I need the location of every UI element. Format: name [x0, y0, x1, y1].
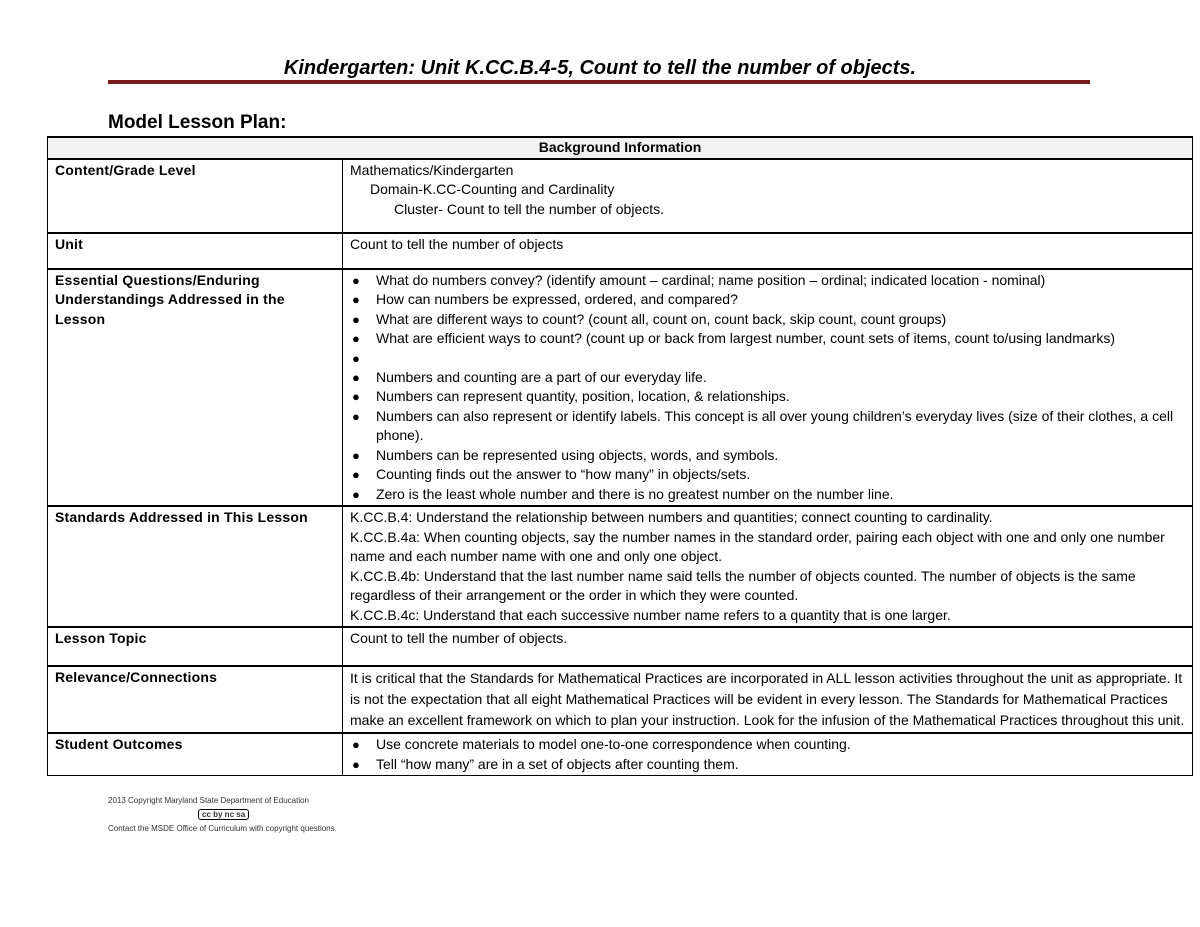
list-item: ● What are different ways to count? (count all, count on, count back, skip count, count groups) — [350, 310, 1185, 330]
row-content — [343, 733, 1193, 776]
list-item: ● Numbers can also represent or identify labels. This concept is all over young children’s everyday lives (size of their clothes, a cell phone). — [350, 407, 1185, 446]
list-item: ● Zero is the least whole number and there is no greatest number on the number line. — [350, 485, 1185, 505]
footer — [108, 796, 1200, 833]
list-item: ● Use concrete materials to model one-to-one correspondence when counting. — [350, 735, 1185, 755]
creative-commons-badge-icon: cc by nc sa — [198, 809, 249, 820]
table-row — [48, 733, 1193, 776]
table-row — [48, 666, 1193, 733]
spacer — [350, 349, 1185, 368]
row-label: Unit — [48, 233, 343, 269]
list-item: ● Counting finds out the answer to “how many” in objects/sets. — [350, 465, 1185, 485]
standard-line: K.CC.B.4a: When counting objects, say the number names in the standard order, pairing each object with one and only one number name and each number name with one and only one object. — [350, 528, 1165, 564]
standard-line: K.CC.B.4: Understand the relationship between numbers and quantities; connect counting to cardinality. — [350, 509, 993, 525]
row-content — [343, 506, 1193, 627]
row-content — [343, 666, 1193, 733]
list-item: ● Numbers can represent quantity, position, location, & relationships. — [350, 387, 1185, 407]
table-row — [48, 269, 1193, 507]
list-item: ● What do numbers convey? (identify amount – cardinal; name position – ordinal; indicated location - nominal) — [350, 271, 1185, 291]
row-label: Lesson Topic — [48, 627, 343, 666]
content-line: Domain-K.CC-Counting and Cardinality — [370, 181, 615, 197]
copyright-text: 2013 Copyright Maryland State Department of Education — [108, 796, 310, 805]
standard-line: K.CC.B.4b: Understand that the last number name said tells the number of objects counted. The number of objects is the same regardless of their arrangement or the order in which they were counted. — [350, 567, 1136, 603]
document-title: Kindergarten: Unit K.CC.B.4-5, Count to tell the number of objects. — [283, 57, 917, 79]
list-item: ● Numbers can be represented using objects, words, and symbols. — [350, 446, 1185, 466]
row-content — [343, 159, 1193, 233]
lesson-plan-table — [47, 136, 1193, 776]
row-content — [343, 269, 1193, 507]
table-row — [48, 627, 1193, 666]
row-label: Content/Grade Level — [48, 159, 343, 233]
row-label: Standards Addressed in This Lesson — [48, 506, 343, 627]
list-item: ● What are efficient ways to count? (count up or back from largest number, count sets of items, count to/using landmarks) — [350, 329, 1185, 349]
row-label: Essential Questions/Enduring Understandings Addressed in the Lesson — [48, 269, 343, 507]
content-line: Cluster- Count to tell the number of objects. — [394, 200, 665, 217]
list-item: ● Numbers and counting are a part of our everyday life. — [350, 368, 1185, 388]
section-heading: Model Lesson Plan: — [108, 112, 287, 133]
row-content: Count to tell the number of objects — [343, 233, 1193, 269]
list-item: ● Tell “how many” are in a set of objects after counting them. — [350, 755, 1185, 775]
title-divider — [108, 80, 1090, 84]
table-row — [48, 233, 1193, 269]
relevance-text: It is critical that the Standards for Mathematical Practices are incorporated in ALL lesson activities throughout the unit as appropriate. It is not the expectation that all eight Mathematical Practices will be evident in every lesson. The Standards for Mathematical Practices make an excellent framework on which to plan your instruction. Look for the infusion of the Mathematical Practices throughout this unit. — [350, 670, 1185, 728]
list-item: ● How can numbers be expressed, ordered, and compared? — [350, 290, 1185, 310]
content-line: Mathematics/Kindergarten — [350, 161, 514, 178]
contact-text: Contact the MSDE Office of Curriculum with copyright questions. — [108, 824, 337, 833]
row-label: Relevance/Connections — [48, 666, 343, 733]
row-label: Student Outcomes — [48, 733, 343, 776]
table-row — [48, 159, 1193, 233]
table-row — [48, 506, 1193, 627]
table-header: Background Information — [48, 137, 1193, 159]
standard-line: K.CC.B.4c: Understand that each successive number name refers to a quantity that is one larger. — [350, 606, 951, 623]
row-content: Count to tell the number of objects. — [343, 627, 1193, 666]
